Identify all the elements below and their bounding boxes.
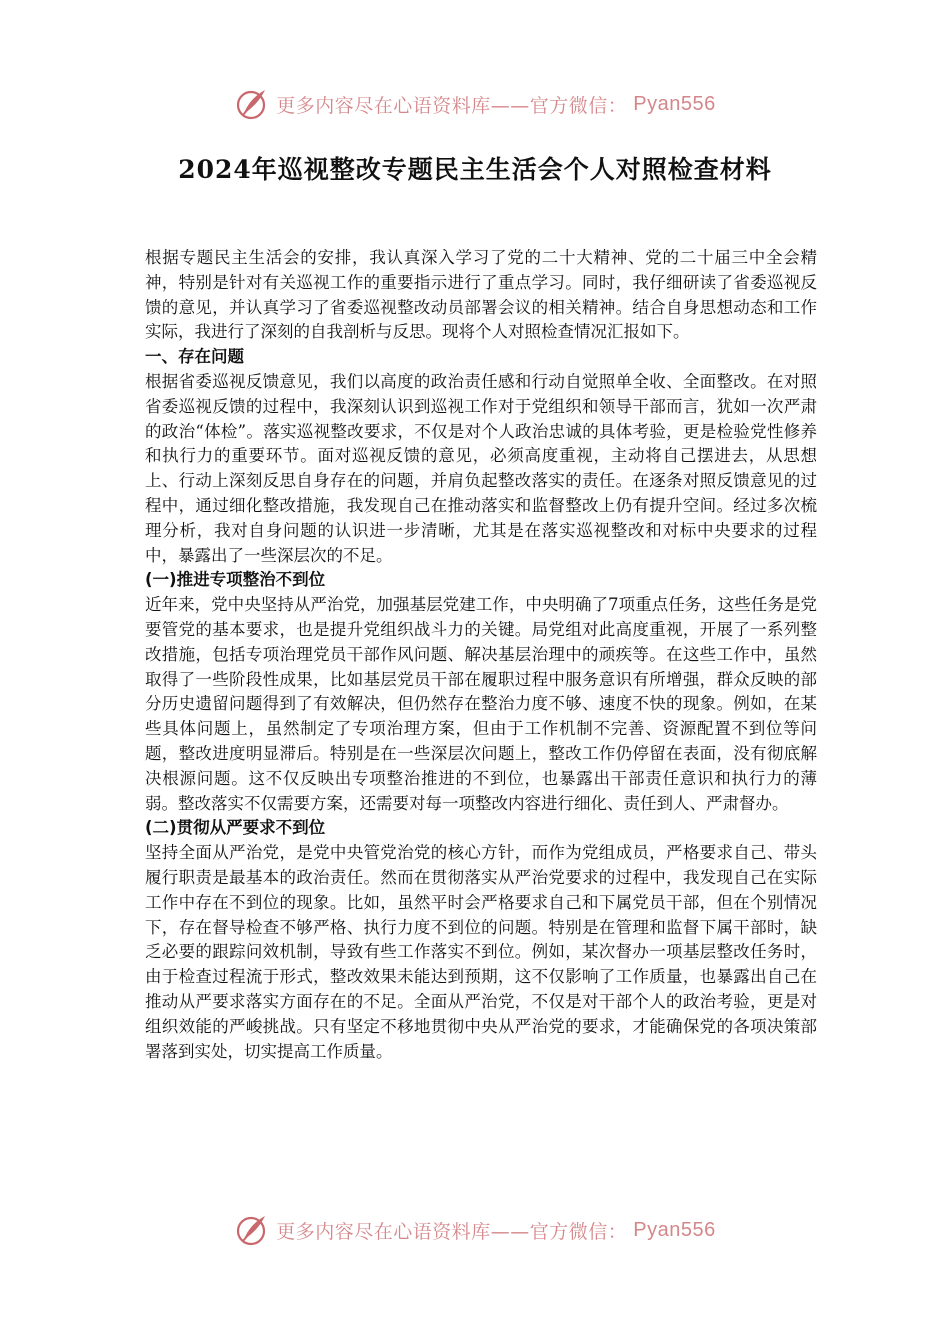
section-paragraph: 根据省委巡视反馈意见，我们以高度的政治责任感和行动自觉照单全收、全面整改。在对照省委巡视反馈的过程中，我深刻认识到巡视工作对于党组织和领导干部而言，犹如一次严肃的政治“体检”。落实巡视整改要求，不仅是对个人政治忠诚的具体考验，更是检验党性修养和执行力的重要环节。面对巡视反馈的意见，必须高度重视，主动将自己摆进去，从思想上、行动上深刻反思自身存在的问题，并肩负起整改落实的责任。在逐条对照反馈意见的过程中，通过细化整改措施，我发现自己在推动落实和监督整改上仍有提升空间。经过多次梳理分析，我对自身问题的认识进一步清晰，尤其是在落实巡视整改和对标中央要求的过程中，暴露出了一些深层次的不足。	[145, 371, 817, 565]
section-heading: 一、存在问题	[145, 347, 244, 367]
watermark-handle: Pyan556	[633, 1218, 716, 1241]
document-title: 2024年巡视整改专题民主生活会个人对照检查材料	[178, 155, 772, 184]
subsection-paragraph-2: 坚持全面从严治党，是党中央管党治党的核心方针，而作为党组成员，严格要求自己、带头履行职责是最基本的政治责任。然而在贯彻落实从严治党要求的过程中，我发现自己在实际工作中存在不到位的现象。比如，虽然平时会严格要求自己和下属党员干部，但在个别情况下，存在督导检查不够严格、执行力度不到位的问题。特别是在管理和监督下属干部时，缺乏必要的跟踪问效机制，导致有些工作落实不到位。例如，某次督办一项基层整改任务时，由于检查过程流于形式，整改效果未能达到预期，这不仅影响了工作质量，也暴露出自己在推动从严要求落实方面存在的不足。全面从严治党，不仅是对干部个人的政治考验，更是对组织效能的严峻挑战。只有坚定不移地贯彻中央从严治党的要求，才能确保党的各项决策部署落到实处，切实提高工作质量。	[145, 843, 817, 1061]
subsection-paragraph-1: 近年来，党中央坚持从严治党，加强基层党建工作，中央明确了7项重点任务，这些任务是党要管党的基本要求，也是提升党组织战斗力的关键。局党组对此高度重视，开展了一系列整改措施，包括专项治理党员干部作风问题、解决基层治理中的顽疾等。在这些工作中，虽然取得了一些阶段性成果，比如基层党员干部在履职过程中服务意识有所增强，群众反映的部分历史遗留问题得到了有效解决，但仍然存在整治力度不够、速度不快的现象。例如，在某些具体问题上，虽然制定了专项治理方案，但由于工作机制不完善、资源配置不到位等问题，整改进度明显滞后。特别是在一些深层次问题上，整改工作仍停留在表面，没有彻底解决根源问题。这不仅反映出专项整治推进的不到位，也暴露出干部责任意识和执行力的薄弱。整改落实不仅需要方案，还需要对每一项整改内容进行细化、责任到人、严肃督办。	[145, 595, 817, 813]
header-watermark	[0, 84, 950, 124]
intro-paragraph: 根据专题民主生活会的安排，我认真深入学习了党的二十大精神、党的二十届三中全会精神，特别是针对有关巡视工作的重要指示进行了重点学习。同时，我仔细研读了省委巡视反馈的意见，并认真学习了省委巡视整改动员部署会议的相关精神。结合自身思想动态和工作实际，我进行了深刻的自我剖析与反思。现将个人对照检查情况汇报如下。	[145, 248, 817, 342]
subsection-heading-1: (一)推进专项整治不到位	[145, 570, 326, 590]
document-body	[145, 246, 817, 1064]
quill-logo-icon	[234, 86, 270, 122]
watermark-text: 更多内容尽在心语资料库——官方微信：	[276, 1220, 628, 1243]
footer-watermark	[0, 1210, 950, 1250]
quill-logo-icon	[234, 1212, 270, 1248]
subsection-heading-2: (二)贯彻从严要求不到位	[145, 818, 326, 838]
watermark-text: 更多内容尽在心语资料库——官方微信：	[276, 94, 628, 117]
watermark-handle: Pyan556	[633, 92, 716, 115]
